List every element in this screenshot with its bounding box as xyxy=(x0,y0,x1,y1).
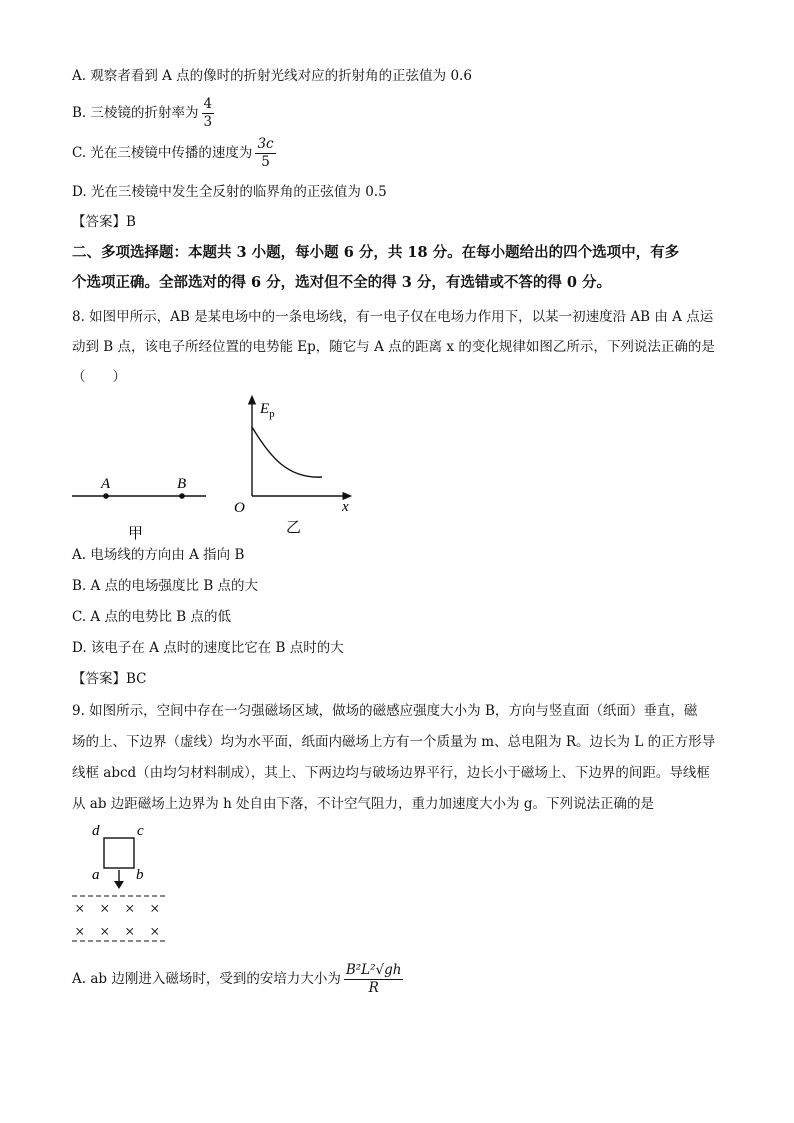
label-b: b xyxy=(136,867,144,883)
cross-mark: × xyxy=(75,899,85,918)
q7-option-c-fraction xyxy=(255,136,275,171)
q9-option-a-text: A. ab 边刚进入磁场时，受到的安培力大小为 xyxy=(72,971,341,987)
q7-option-b-text: B. 三棱镜的折射率为 xyxy=(72,105,199,121)
q7-option-b-fraction xyxy=(202,96,215,131)
point-b xyxy=(179,493,185,499)
cross-mark: × xyxy=(100,899,110,918)
fraction-denominator: 3 xyxy=(203,114,213,130)
fraction-numerator: 3c xyxy=(257,136,274,152)
fraction-denominator: 5 xyxy=(261,154,270,170)
q7-option-c xyxy=(72,136,276,171)
q8-stem-line-3: （ ） xyxy=(72,369,126,385)
q9-option-a xyxy=(72,962,403,997)
q7-option-d: D. 光在三棱镜中发生全反射的临界角的正弦值为 0.5 xyxy=(72,184,387,200)
q8-option-d: D. 该电子在 A 点时的速度比它在 B 点时的大 xyxy=(72,640,344,656)
section-heading-line-2: 个选项正确。全部选对的得 6 分，选对但不全的得 3 分，有选错或不答的得 0 分。 xyxy=(72,274,612,291)
label-b: B xyxy=(177,476,187,492)
axis-x-label: x xyxy=(342,499,349,515)
answer-label: 【答案】 xyxy=(72,214,126,230)
cross-mark: × xyxy=(150,922,160,941)
label-c: c xyxy=(137,823,144,839)
section-heading-line-1: 二、多项选择题：本题共 3 小题，每小题 6 分，共 18 分。在每小题给出的四个选项中，有多 xyxy=(72,244,680,261)
caption-yi: 乙 xyxy=(286,520,302,536)
q9-stem-line-4: 从 ab 边距磁场上边界为 h 处自由下落，不计空气阻力，重力加速度大小为 g。下列说法正确的是 xyxy=(72,796,654,812)
q9-figure xyxy=(70,818,180,946)
fraction-numerator: 4 xyxy=(203,96,213,112)
axis-y-label: $E_p$ xyxy=(260,401,275,420)
q9-stem-line-2: 场的上、下边界（虚线）均为水平面，纸面内磁场上方有一个质量为 m、总电阻为 R。边长为 L 的正方形导 xyxy=(72,734,716,750)
q8-stem-line-2: 动到 B 点，该电子所经位置的电势能 Ep，随它与 A 点的距离 x 的变化规律如图乙所示，下列说法正确的是 xyxy=(72,339,715,355)
cross-mark: × xyxy=(125,899,135,918)
wire-frame xyxy=(104,838,134,868)
label-d: d xyxy=(92,823,100,839)
q8-option-a: A. 电场线的方向由 A 指向 B xyxy=(72,547,245,563)
q7-option-a: A. 观察者看到 A 点的像时的折射光线对应的折射角的正弦值为 0.6 xyxy=(72,68,472,84)
cross-mark: × xyxy=(150,899,160,918)
q7-option-c-text: C. 光在三棱镜中传播的速度为 xyxy=(72,145,253,161)
q9-stem-line-3: 线框 abcd（由均匀材料制成），其上、下两边均与破场边界平行，边长小于磁场上、下边界的间距。导线框 xyxy=(72,765,710,781)
q9-stem-line-1: 9. 如图所示，空间中存在一匀强磁场区域，做场的磁感应强度大小为 B，方向与竖直面（纸面）垂直，磁 xyxy=(72,703,698,719)
q8-figure-jia xyxy=(66,466,216,546)
answer-value: B xyxy=(126,214,136,230)
q8-option-c: C. A 点的电势比 B 点的低 xyxy=(72,609,231,625)
origin-label: O xyxy=(234,500,245,516)
q8-stem-line-1: 8. 如图甲所示，AB 是某电场中的一条电场线，有一电子仅在电场力作用下，以某一初速度沿 AB 由 A 点运 xyxy=(72,309,714,325)
ep-curve xyxy=(252,427,322,477)
label-a: a xyxy=(92,867,100,883)
q7-option-b xyxy=(72,96,214,131)
q7-answer xyxy=(72,212,136,232)
point-a xyxy=(103,493,109,499)
fraction-numerator: B²L²√gh xyxy=(345,962,402,978)
q9-option-a-fraction xyxy=(344,962,404,997)
q8-option-b: B. A 点的电场强度比 B 点的大 xyxy=(72,578,259,594)
q8-answer xyxy=(72,669,147,689)
q8-figure-yi xyxy=(230,395,360,545)
fraction-denominator: R xyxy=(368,980,379,996)
cross-mark: × xyxy=(100,922,110,941)
answer-label: 【答案】 xyxy=(72,671,126,687)
fall-arrow-head xyxy=(114,881,124,889)
field-crosses xyxy=(75,899,160,941)
caption-jia: 甲 xyxy=(128,526,144,542)
label-a: A xyxy=(101,476,111,492)
answer-value: BC xyxy=(126,671,147,687)
cross-mark: × xyxy=(125,922,135,941)
cross-mark: × xyxy=(75,922,85,941)
